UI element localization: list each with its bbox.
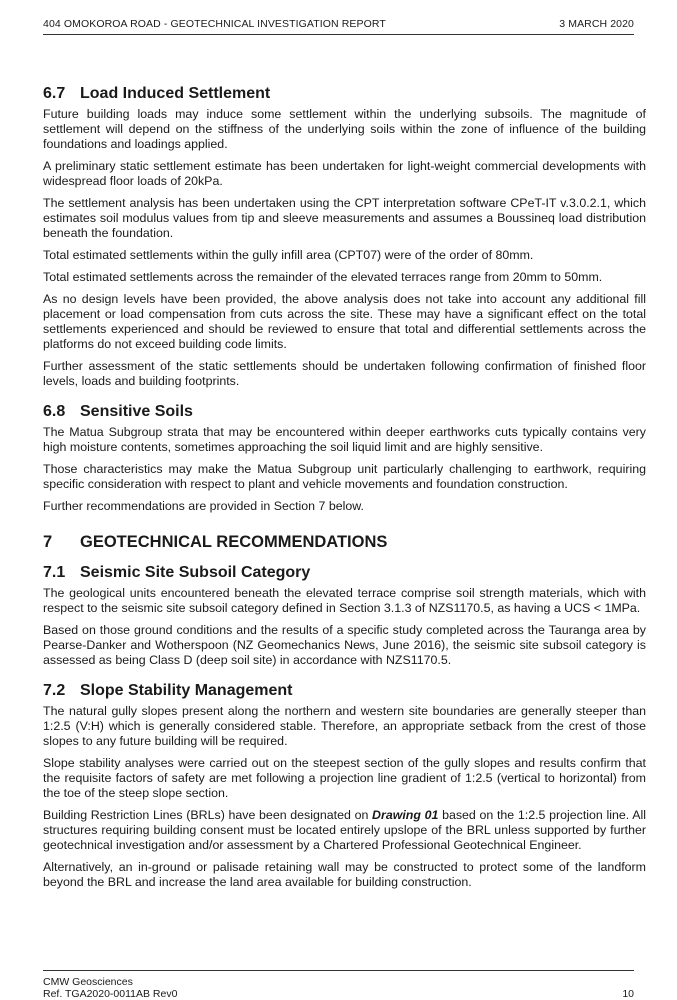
section-6-8-heading bbox=[43, 402, 646, 422]
paragraph: The geological units encountered beneath the elevated terrace comprise soil strength materials, which with respect to the seismic site subsoil category defined in Section 3.1.3 of NZS1170.5, as having a UCS < 1MPa. bbox=[43, 586, 646, 615]
paragraph: Further recommendations are provided in Section 7 below. bbox=[43, 499, 364, 513]
section-7-1-heading bbox=[43, 563, 646, 583]
paragraph: The Matua Subgroup strata that may be encountered within deeper earthworks cuts typically contains very high moisture contents, sometimes approaching the soil liquid limit and are highly sensitive. bbox=[43, 425, 646, 454]
paragraph: A preliminary static settlement estimate has been undertaken for light-weight commercial developments with widespread floor loads of 20kPa. bbox=[43, 159, 646, 188]
section-7-2-heading bbox=[43, 681, 646, 701]
section-number: 6.8 bbox=[43, 403, 66, 420]
paragraph: Future building loads may induce some settlement within the underlying subsoils. The magnitude of settlement will depend on the stiffness of the underlying soils within the zone of influence of the building foundations and loadings applied. bbox=[43, 107, 646, 151]
text-run: Building Restriction Lines (BRLs) have been designated on bbox=[43, 808, 373, 822]
text-run: based on the 1:2.5 projection line. All structures requiring building consent must be located entirely upslope of the BRL unless supported by further geotechnical investigation and/or assessment by a Chartered Professional Geotechnical Engineer. bbox=[43, 808, 646, 852]
section-number: 7.2 bbox=[43, 682, 66, 699]
page-number: 10 bbox=[622, 988, 634, 1000]
page-header bbox=[43, 14, 634, 35]
section-title: Load Induced Settlement bbox=[80, 85, 271, 102]
page-footer bbox=[43, 970, 634, 1000]
paragraph: Total estimated settlements within the gully infill area (CPT07) were of the order of 80mm. bbox=[43, 248, 534, 262]
report-body bbox=[43, 84, 646, 897]
header-date: 3 MARCH 2020 bbox=[559, 18, 634, 30]
header-report-title: 404 OMOKOROA ROAD - GEOTECHNICAL INVESTIGATION REPORT bbox=[43, 18, 386, 30]
paragraph: Slope stability analyses were carried out on the steepest section of the gully slopes and results confirm that the requisite factors of safety are met following a projection line gradient of 1:2.5 (vertical to horizontal) from the toe of the steep slope section. bbox=[43, 756, 646, 800]
section-title: GEOTECHNICAL RECOMMENDATIONS bbox=[80, 533, 388, 551]
paragraph: Further assessment of the static settlements should be undertaken following confirmation of finished floor levels, loads and building footprints. bbox=[43, 359, 646, 388]
paragraph: Alternatively, an in-ground or palisade retaining wall may be constructed to protect some of the landform beyond the BRL and increase the land area available for building construction. bbox=[43, 860, 646, 889]
footer-reference: Ref. TGA2020-0011AB Rev0 bbox=[43, 988, 178, 1000]
paragraph: The settlement analysis has been undertaken using the CPT interpretation software CPeT-IT v.3.0.2.1, which estimates soil modulus values from tip and sleeve measurements and assumes a Boussineq load distribution beneath the foundation. bbox=[43, 196, 646, 240]
paragraph: Those characteristics may make the Matua Subgroup unit particularly challenging to earthwork, requiring specific consideration with respect to plant and vehicle movements and foundation construction. bbox=[43, 462, 646, 491]
section-number: 7.1 bbox=[43, 564, 66, 581]
section-title: Slope Stability Management bbox=[80, 682, 293, 699]
paragraph: Based on those ground conditions and the results of a specific study completed across the Tauranga area by Pearse-Danker and Wotherspoon (NZ Geomechanics News, June 2016), the seismic site subsoil category is assessed as being Class D (deep soil site) in accordance with NZS1170.5. bbox=[43, 623, 646, 667]
section-title: Seismic Site Subsoil Category bbox=[80, 564, 311, 581]
paragraph bbox=[43, 808, 646, 853]
drawing-reference: Drawing 01 bbox=[372, 808, 439, 822]
section-7-heading bbox=[43, 531, 646, 553]
footer-company: CMW Geosciences bbox=[43, 976, 133, 988]
section-title: Sensitive Soils bbox=[80, 403, 193, 420]
paragraph: As no design levels have been provided, the above analysis does not take into account any additional fill placement or load compensation from cuts across the site. These may have a significant effect on the total settlements experienced and should be reviewed to ensure that total and differential settlements across the platforms do not exceed building code limits. bbox=[43, 292, 646, 351]
section-6-7-heading bbox=[43, 84, 646, 104]
section-number: 6.7 bbox=[43, 85, 66, 102]
section-number: 7 bbox=[43, 533, 53, 551]
paragraph: The natural gully slopes present along the northern and western site boundaries are generally steeper than 1:2.5 (V:H) which is generally considered stable. Therefore, an appropriate setback from the crest of those slopes to any future building will be required. bbox=[43, 704, 646, 748]
paragraph: Total estimated settlements across the remainder of the elevated terraces range from 20mm to 50mm. bbox=[43, 270, 603, 284]
